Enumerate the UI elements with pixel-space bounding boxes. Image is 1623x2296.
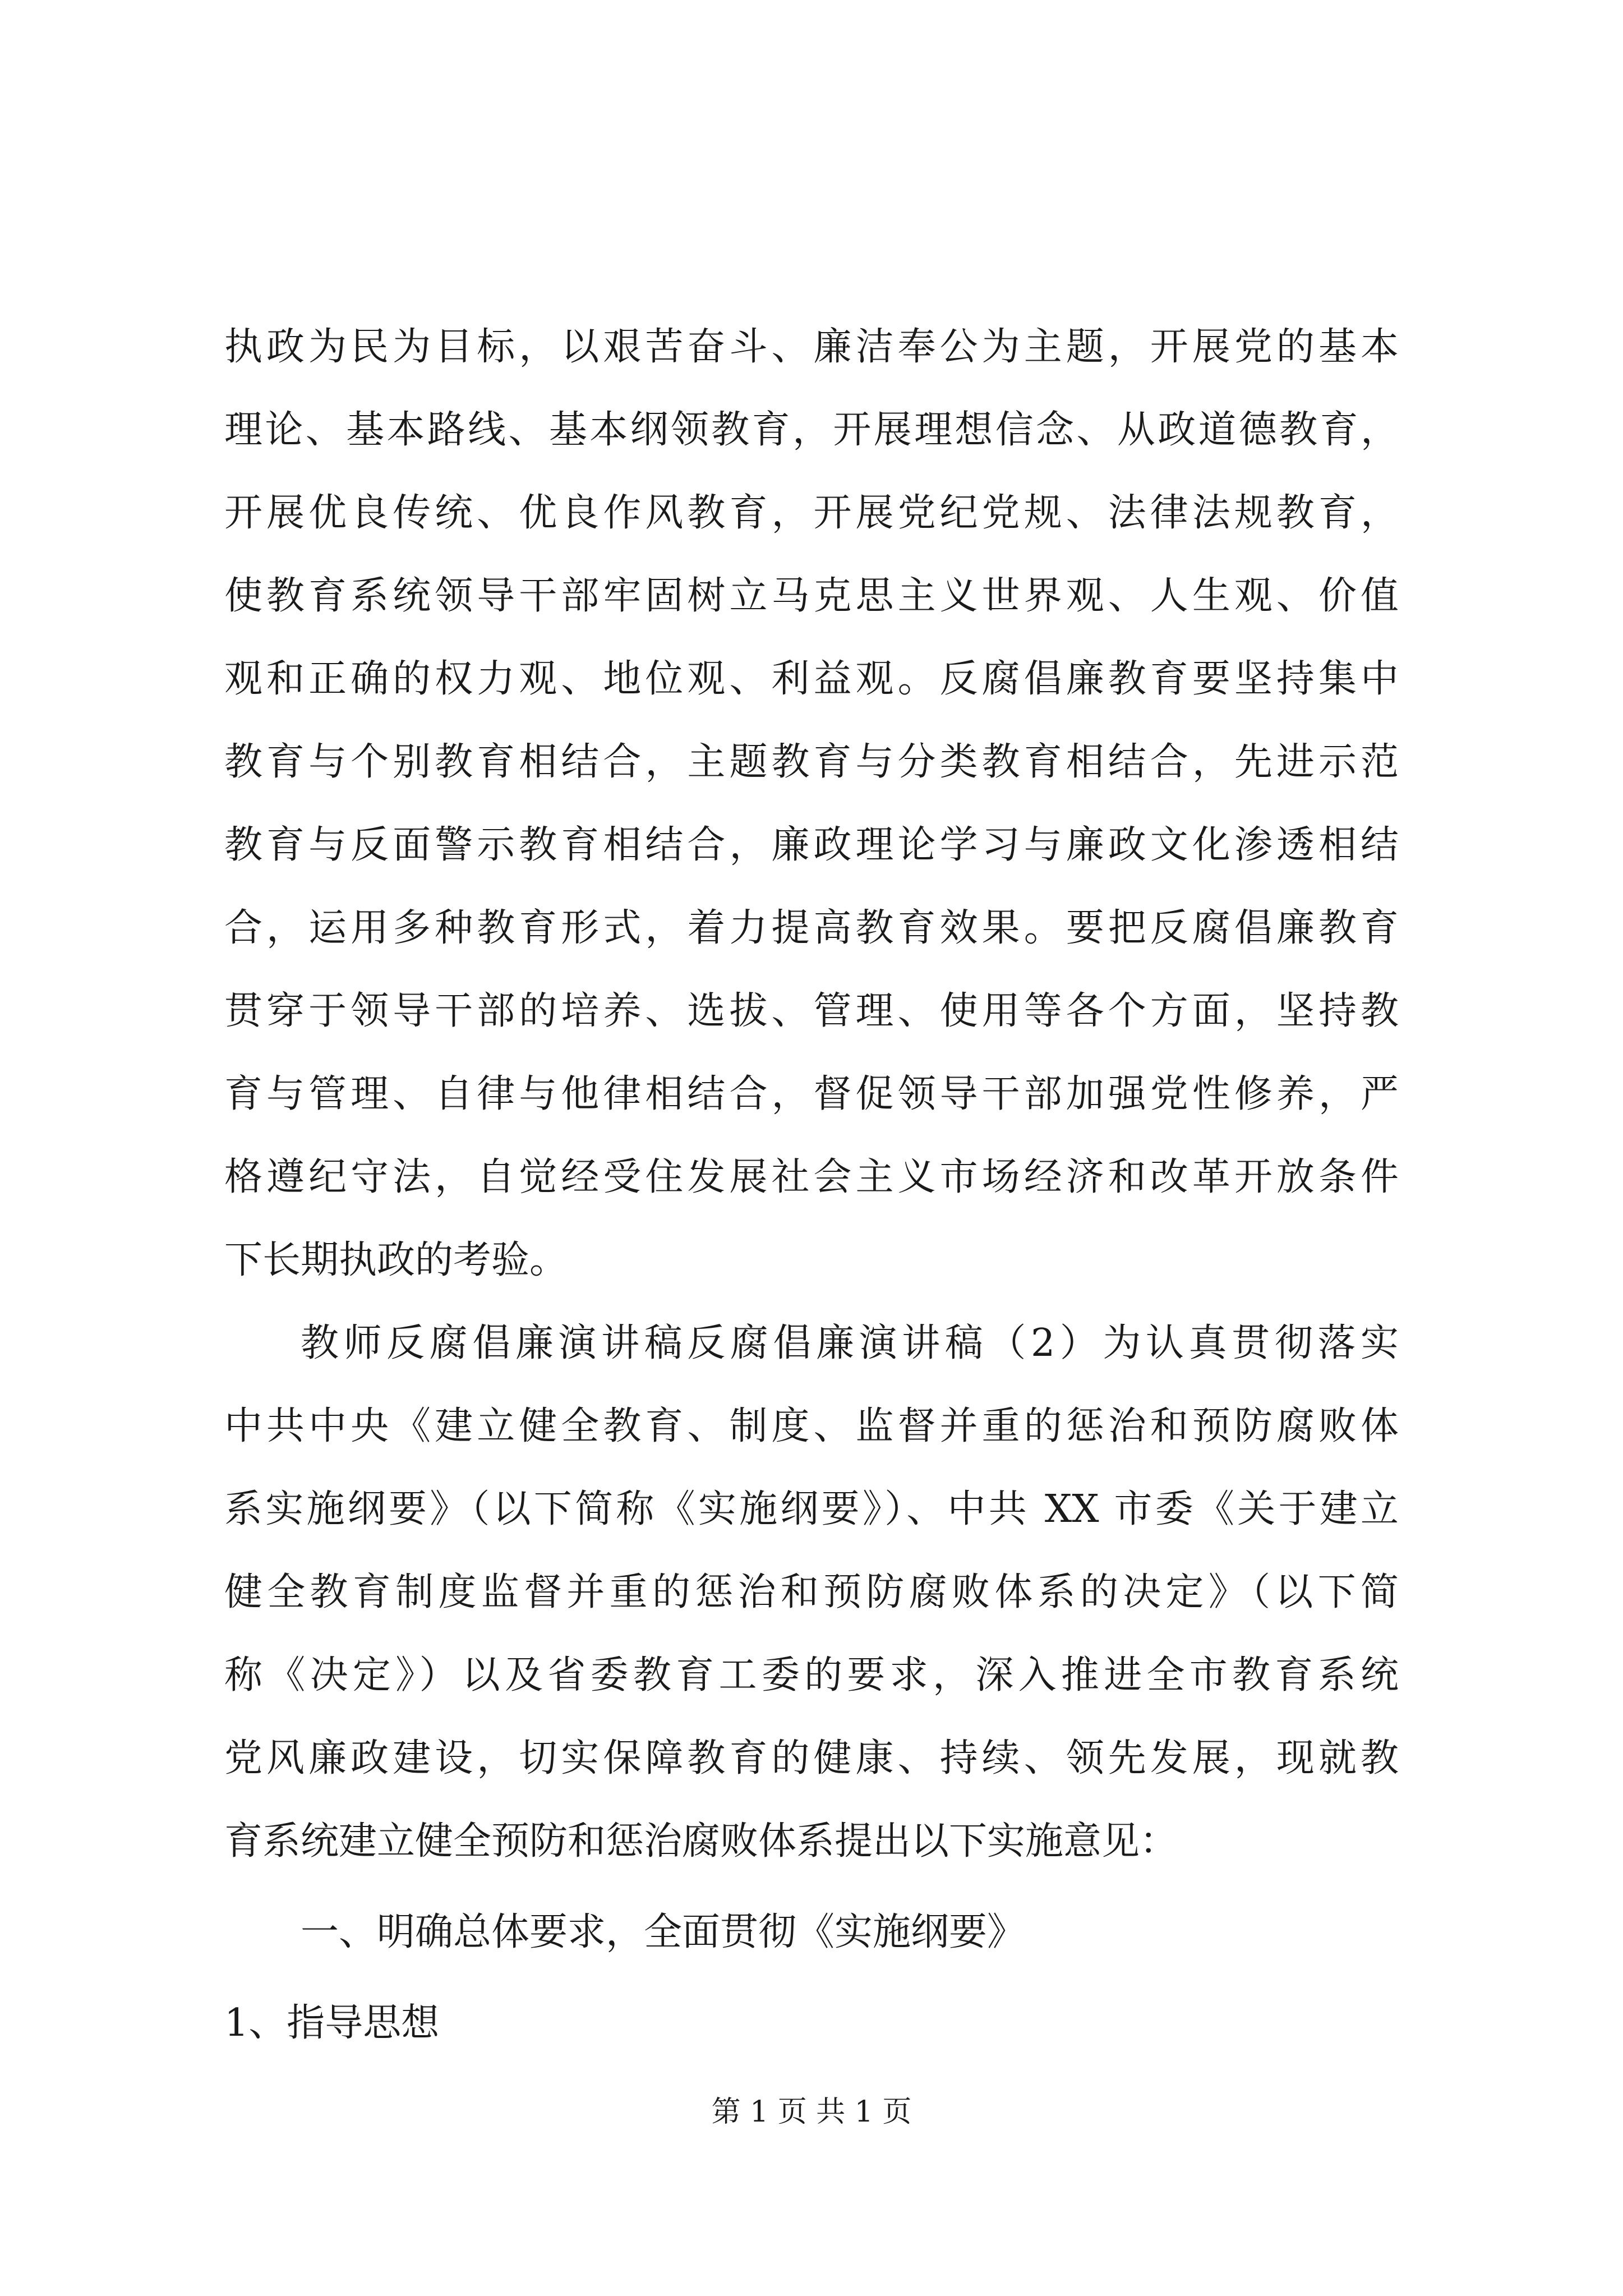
paragraph-line: 教育与反面警示教育相结合，廉政理论学习与廉政文化渗透相结 [224, 823, 1399, 867]
paragraph-line: 中共中央《建立健全教育、制度、监督并重的惩治和预防腐败体 [224, 1404, 1399, 1448]
page-footer: 第 1 页 共 1 页 [711, 2095, 912, 2129]
paragraph-line: 教师反腐倡廉演讲稿反腐倡廉演讲稿（2）为认真贯彻落实 [301, 1321, 1399, 1365]
paragraph-line: 下长期执政的考验。 [224, 1238, 568, 1282]
paragraph-line: 健全教育制度监督并重的惩治和预防腐败体系的决定》（以下简 [224, 1570, 1399, 1614]
paragraph-line: 称《决定》）以及省委教育工委的要求，深入推进全市教育系统 [224, 1653, 1399, 1697]
paragraph-line: 育与管理、自律与他律相结合，督促领导干部加强党性修养，严 [224, 1072, 1399, 1116]
paragraph-line: 开展优良传统、优良作风教育，开展党纪党规、法律法规教育， [224, 491, 1399, 535]
paragraph-line: 理论、基本路线、基本纲领教育，开展理想信念、从政道德教育， [224, 408, 1399, 452]
paragraph-line: 观和正确的权力观、地位观、利益观。反腐倡廉教育要坚持集中 [224, 657, 1399, 701]
paragraph-line: 系实施纲要》（以下简称《实施纲要》）、中共 XX 市委《关于建立 [224, 1487, 1399, 1531]
section-heading: 一、明确总体要求，全面贯彻《实施纲要》 [301, 1910, 1026, 1954]
paragraph-line: 育系统建立健全预防和惩治腐败体系提出以下实施意见： [224, 1819, 1178, 1864]
document-body [224, 306, 1399, 2065]
paragraph-line: 使教育系统领导干部牢固树立马克思主义世界观、人生观、价值 [224, 574, 1399, 618]
paragraph-line: 党风廉政建设，切实保障教育的健康、持续、领先发展，现就教 [224, 1736, 1399, 1780]
paragraph-line: 格遵纪守法，自觉经受住发展社会主义市场经济和改革开放条件 [224, 1155, 1399, 1199]
paragraph-line: 贯穿于领导干部的培养、选拔、管理、使用等各个方面，坚持教 [224, 989, 1399, 1033]
paragraph-line: 执政为民为目标，以艰苦奋斗、廉洁奉公为主题，开展党的基本 [224, 325, 1399, 369]
paragraph-line: 教育与个别教育相结合，主题教育与分类教育相结合，先进示范 [224, 740, 1399, 784]
paragraph-line: 合，运用多种教育形式，着力提高教育效果。要把反腐倡廉教育 [224, 906, 1399, 950]
subsection-heading: 1、指导思想 [224, 2001, 440, 2045]
